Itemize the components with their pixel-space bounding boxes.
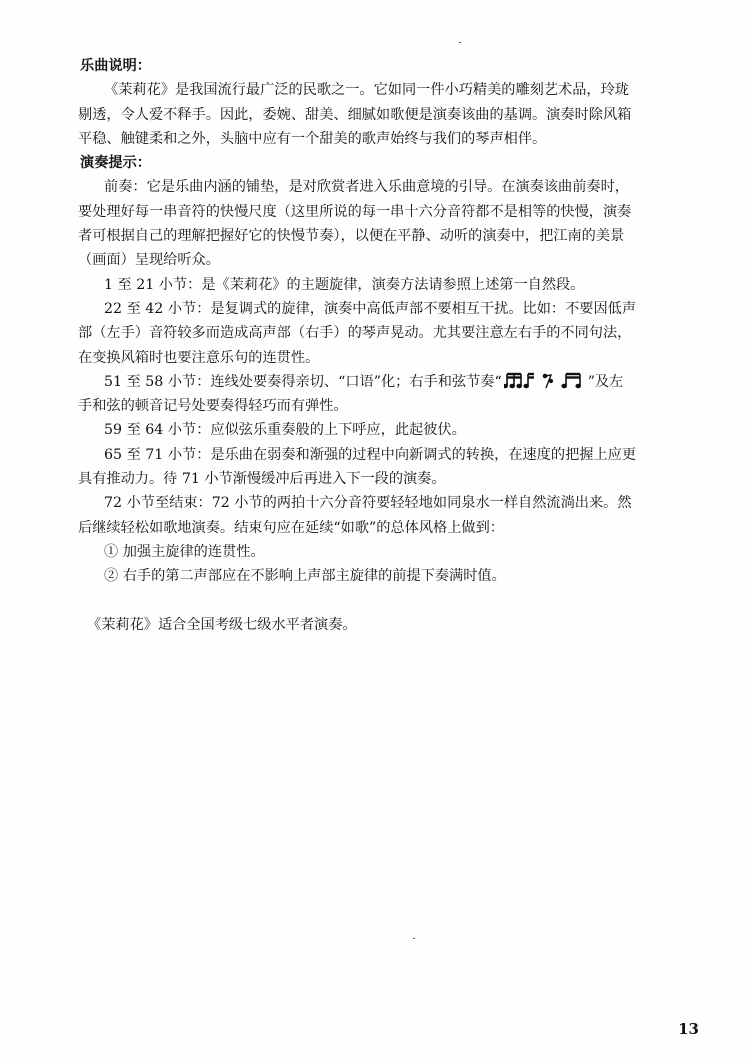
heading-description: 乐曲说明： [80,58,151,74]
bars-22-42-line: 在变换风箱时也要注意乐句的连贯性。 [78,349,320,366]
page-number: 13 [678,1020,699,1038]
list-item: ① 加强主旋律的连贯性。 [104,543,265,560]
bars-51-58-text-after: ”及左 [587,373,624,390]
bars-51-58-line [78,370,698,394]
bars-72-end-line: 72 小节至结束：72 小节的两拍十六分音符要轻轻地如同泉水一样自然流淌出来。然 [104,495,632,512]
heading-tips: 演奏提示： [80,155,151,172]
bars-72-end-line: 后继续轻松如歌地演奏。结束句应在延续“如歌”的总体风格上做到： [78,519,504,536]
closing-note: 《茉莉花》适合全国考级七级水平者演奏。 [87,616,357,633]
list-item: ② 右手的第二声部应在不影响上声部主旋律的前提下奏满时值。 [104,568,506,585]
bars-65-71-line: 65 至 71 小节：是乐曲在弱奏和渐强的过程中向新调式的转换，在速度的把握上应更 [104,446,637,463]
rhythm-notation-icon [504,370,586,390]
prelude-line: 前奏：它是乐曲内涵的铺垫，是对欣赏者进入乐曲意境的引导。在演奏该曲前奏时， [104,179,629,196]
scan-speck [413,938,415,939]
prelude-line: （画面）呈现给听众。 [78,252,220,269]
prelude-line: 要处理好每一串音符的快慢尺度（这里所说的每一串十六分音符都不是相等的快慢，演奏 [78,203,632,220]
bars-65-71-line: 具有推动力。待 71 小节渐慢缓冲后再进入下一段的演奏。 [78,471,446,488]
description-line: 剔透，令人爱不释手。因此，委婉、甜美、细腻如歌便是演奏该曲的基调。演奏时除风箱 [78,106,632,123]
description-line: 平稳、触键柔和之外，头脑中应有一个甜美的歌声始终与我们的琴声相伴。 [78,130,547,147]
prelude-line: 者可根据自己的理解把握好它的快慢节奏），以便在平静、动听的演奏中，把江南的美景 [78,228,625,245]
scan-speck [459,42,461,43]
description-line: 《茉莉花》是我国流行最广泛的民歌之一。它如同一件小巧精美的雕刻艺术品，玲珑 [104,82,629,99]
bars-59-64-paragraph: 59 至 64 小节：应似弦乐重奏般的上下呼应，此起彼伏。 [104,422,466,439]
bars-22-42-line: 22 至 42 小节：是复调式的旋律，演奏中高低声部不要相互干扰。比如：不要因低声 [104,300,637,317]
bars-51-58-line: 手和弦的顿音记号处要奏得轻巧而有弹性。 [78,398,348,415]
text-block [78,54,698,637]
paragraph-gap [78,589,698,613]
bars-1-21-paragraph: 1 至 21 小节：是《茉莉花》的主题旋律，演奏方法请参照上述第一自然段。 [104,276,585,293]
bars-22-42-line: 部（左手）音符较多而造成高声部（右手）的琴声晃动。尤其要注意左右手的不同句法， [78,325,632,342]
bars-51-58-text-before: 51 至 58 小节：连线处要奏得亲切、“口语”化；右手和弦节奏“ [104,373,502,390]
